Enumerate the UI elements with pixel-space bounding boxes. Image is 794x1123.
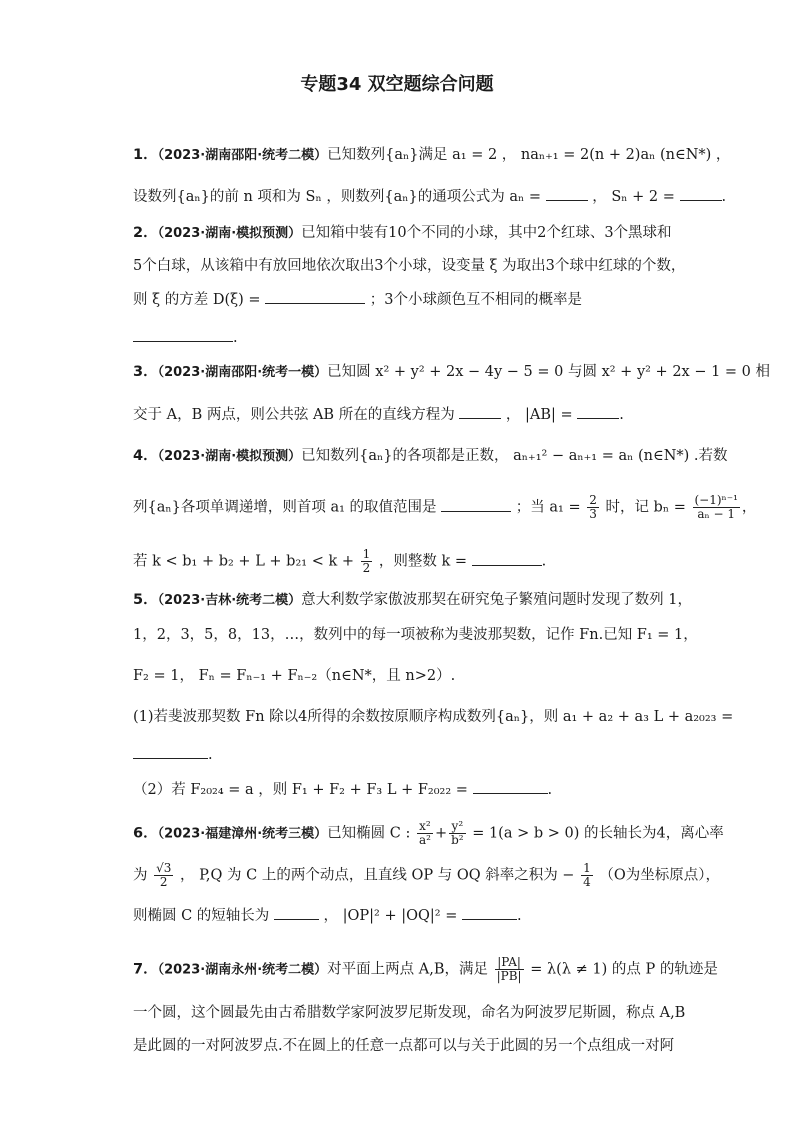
q3-answer-blank-2[interactable] (577, 404, 619, 419)
q6-fraction-quarter-num: 1 (583, 861, 591, 875)
q6-fraction-x (417, 820, 433, 847)
q3-number: 3． (133, 364, 158, 380)
q4-number: 4． (133, 448, 158, 464)
q1-answer-blank-1[interactable] (546, 186, 588, 201)
q2-answer-blank-1[interactable] (265, 289, 365, 304)
q4-answer-blank-1[interactable] (441, 497, 511, 512)
q4-fraction-a1-num: 2 (589, 493, 597, 507)
q1-answer-blank-2[interactable] (680, 186, 722, 201)
q3-line-2 (133, 404, 624, 425)
q4-text-3: 若 k < b₁ + b₂ + L + b₂₁ < k + (133, 553, 355, 570)
q4-line-1 (133, 446, 728, 467)
q6-number: 6． (133, 825, 158, 842)
q2-period: . (233, 330, 238, 346)
q6-plus: + (434, 825, 448, 842)
q3-text-1: 已知圆 x² + y² + 2x − 4y − 5 = 0 与圆 x² + y² + 2x − 1 = 0 相 (327, 364, 771, 380)
q7-fraction-ratio-den: |PB| (496, 969, 522, 983)
q2-answer-blank-2[interactable] (133, 327, 233, 342)
q1-period: . (721, 189, 727, 205)
q6-text-2-rest: （O为坐标原点）， (599, 867, 720, 884)
q4-fraction-bn-den: aₙ − 1 (697, 507, 736, 521)
q7-source: （2023·湖南永州·统考二模） (157, 962, 328, 978)
q6-line-3 (133, 905, 522, 926)
q6-line-2 (133, 862, 720, 889)
q5-line-1 (133, 590, 692, 611)
q3-line-1 (133, 362, 770, 383)
q7-text-3: 是此圆的一对阿波罗点.不在圆上的任意一点都可以与关于此圆的另一个点组成一对阿 (133, 1038, 675, 1054)
q4-fraction-bn-num: (−1)ⁿ⁻¹ (694, 493, 738, 507)
q6-fraction-y (449, 820, 466, 847)
q4-comma: ， (741, 499, 757, 516)
q3-text-2-mid: ， |AB| = (505, 407, 573, 423)
q5-text-6: （2）若 F₂₀₂₄ = a ，则 F₁ + F₂ + F₃ L + F₂₀₂₂ = (133, 782, 468, 798)
q5-line-4 (133, 707, 733, 727)
q1-text-2-mid: ， Sₙ + 2 = (592, 189, 675, 205)
q7-line-2 (133, 1003, 685, 1023)
q7-text-2: 一个圆，这个圆最先由古希腊数学家阿波罗尼斯发现，命名为阿波罗尼斯圆，称点 A,B (133, 1005, 686, 1021)
q5-number: 5． (133, 592, 158, 608)
q2-line-1 (133, 223, 672, 244)
q6-period: . (516, 908, 522, 924)
q2-text-2: 5个白球，从该箱中有放回地依次取出3个小球，设变量 ξ 为取出3个球中红球的个数， (133, 258, 686, 274)
q5-text-2: 1，2，3，5，8，13，…，数列中的每一项被称为斐波那契数，记作 Fn.已知 F₁ = 1， (133, 627, 698, 643)
q1-source: （2023·湖南邵阳·统考二模） (157, 148, 328, 163)
q4-period: . (541, 553, 547, 570)
q1-text-2: 设数列{aₙ}的前 n 项和为 Sₙ ，则数列{aₙ}的通项公式为 aₙ = (133, 189, 542, 205)
q7-number: 7． (133, 961, 158, 978)
q2-number: 2． (133, 225, 158, 241)
q7-line-3 (133, 1036, 674, 1056)
q6-answer-blank-2[interactable] (462, 905, 517, 920)
q6-fraction-x-num: x² (417, 820, 433, 834)
q4-fraction-a1 (587, 494, 599, 521)
q4-line-3 (133, 548, 546, 575)
q7-fraction-ratio-num: |PA| (495, 956, 524, 970)
q6-fraction-quarter-den: 4 (583, 875, 591, 889)
q7-fraction-ratio (495, 956, 524, 983)
q4-fraction-half (361, 548, 373, 575)
q4-answer-blank-2[interactable] (472, 551, 542, 566)
q3-text-2: 交于 A，B 两点，则公共弦 AB 所在的直线方程为 (133, 407, 455, 423)
q2-text-3: 则 ξ 的方差 D(ξ) = (133, 292, 261, 308)
q7-text-1-rest: = λ(λ ≠ 1) 的点 P 的轨迹是 (530, 961, 718, 978)
q1-number: 1． (133, 147, 158, 163)
q4-fraction-half-den: 2 (362, 561, 371, 575)
q6-text-2-pre: 为 (133, 867, 148, 884)
q4-fraction-a1-den: 3 (589, 507, 597, 521)
q2-text-3-mid: ；3个小球颜色互不相同的概率是 (369, 292, 582, 308)
q2-line-3 (133, 289, 582, 310)
q5-source: （2023·吉林·统考二模） (157, 593, 302, 608)
q4-line-2 (133, 494, 756, 521)
q7-text-1: 对平面上两点 A,B，满足 (327, 961, 489, 978)
q4-text-2-mid2: 时，记 bₙ = (605, 499, 686, 516)
q2-source: （2023·湖南·模拟预测） (157, 226, 302, 241)
q5-period-2: . (547, 782, 553, 798)
q6-text-2: ， P,Q 为 C 上的两个动点，且直线 OP 与 OQ 斜率之积为 − (180, 867, 575, 884)
q6-fraction-ecc (154, 862, 173, 889)
q4-fraction-bn (693, 494, 740, 521)
q6-text-3-mid: ， |OP|² + |OQ|² = (323, 908, 458, 924)
q5-text-3: F₂ = 1， Fₙ = Fₙ₋₁ + Fₙ₋₂（n∈N*，且 n>2）. (133, 668, 456, 684)
q4-text-1: 已知数列{aₙ}的各项都是正数， aₙ₊₁² − aₙ₊₁ = aₙ (n∈N*) .若数 (301, 448, 728, 464)
q4-source: （2023·湖南·模拟预测） (157, 449, 302, 464)
q5-answer-blank-1[interactable] (133, 744, 208, 759)
q2-line-4 (133, 327, 238, 348)
q6-fraction-y-den: b² (451, 833, 464, 847)
q6-fraction-x-den: a² (418, 833, 431, 847)
q1-line-2 (133, 186, 726, 207)
q3-source: （2023·湖南邵阳·统考一模） (157, 365, 328, 380)
q6-text-1-rest: = 1(a > b > 0) 的长轴长为4，离心率 (472, 825, 724, 842)
page-title: 专题34 双空题综合问题 (300, 74, 494, 95)
q3-period: . (619, 407, 624, 423)
q5-line-2 (133, 625, 698, 645)
q6-source: （2023·福建漳州·统考三模） (157, 826, 328, 842)
q4-text-2-mid: ；当 a₁ = (515, 499, 581, 516)
q4-fraction-half-num: 1 (362, 547, 371, 561)
q5-text-1: 意大利数学家傲波那契在研究兔子繁殖问题时发现了数列 1， (301, 592, 692, 608)
q6-fraction-ecc-num: √3 (156, 861, 172, 875)
q5-line-3 (133, 666, 455, 686)
q6-text-3: 则椭圆 C 的短轴长为 (133, 908, 270, 924)
q6-answer-blank-1[interactable] (274, 905, 319, 920)
q5-text-4: (1)若斐波那契数 Fn 除以4所得的余数按原顺序构成数列{aₙ}，则 a₁ + a₂ + a₃ L + a₂₀₂₃ = (133, 709, 734, 725)
q2-line-2 (133, 256, 685, 276)
q6-line-1 (133, 820, 724, 847)
q6-fraction-y-num: y² (449, 820, 466, 834)
q6-fraction-quarter (581, 862, 593, 889)
q4-text-2: 列{aₙ}各项单调递增，则首项 a₁ 的取值范围是 (133, 499, 437, 516)
q6-fraction-ecc-den: 2 (159, 875, 168, 889)
q5-answer-blank-2[interactable] (473, 779, 548, 794)
q2-text-1: 已知箱中装有10个不同的小球，其中2个红球、3个黑球和 (301, 225, 672, 241)
q1-text-1: 已知数列{aₙ}满足 a₁ = 2 ， naₙ₊₁ = 2(n + 2)aₙ (n∈N*) ， (327, 147, 731, 163)
q7-line-1 (133, 956, 718, 983)
q5-line-5 (133, 744, 213, 765)
q6-text-1: 已知椭圆 C : (327, 825, 411, 842)
q4-text-3-mid: ，则整数 k = (378, 553, 468, 570)
q1-line-1 (133, 145, 730, 166)
q3-answer-blank-1[interactable] (459, 404, 501, 419)
q5-line-6 (133, 779, 552, 800)
q5-period-1: . (208, 747, 213, 763)
